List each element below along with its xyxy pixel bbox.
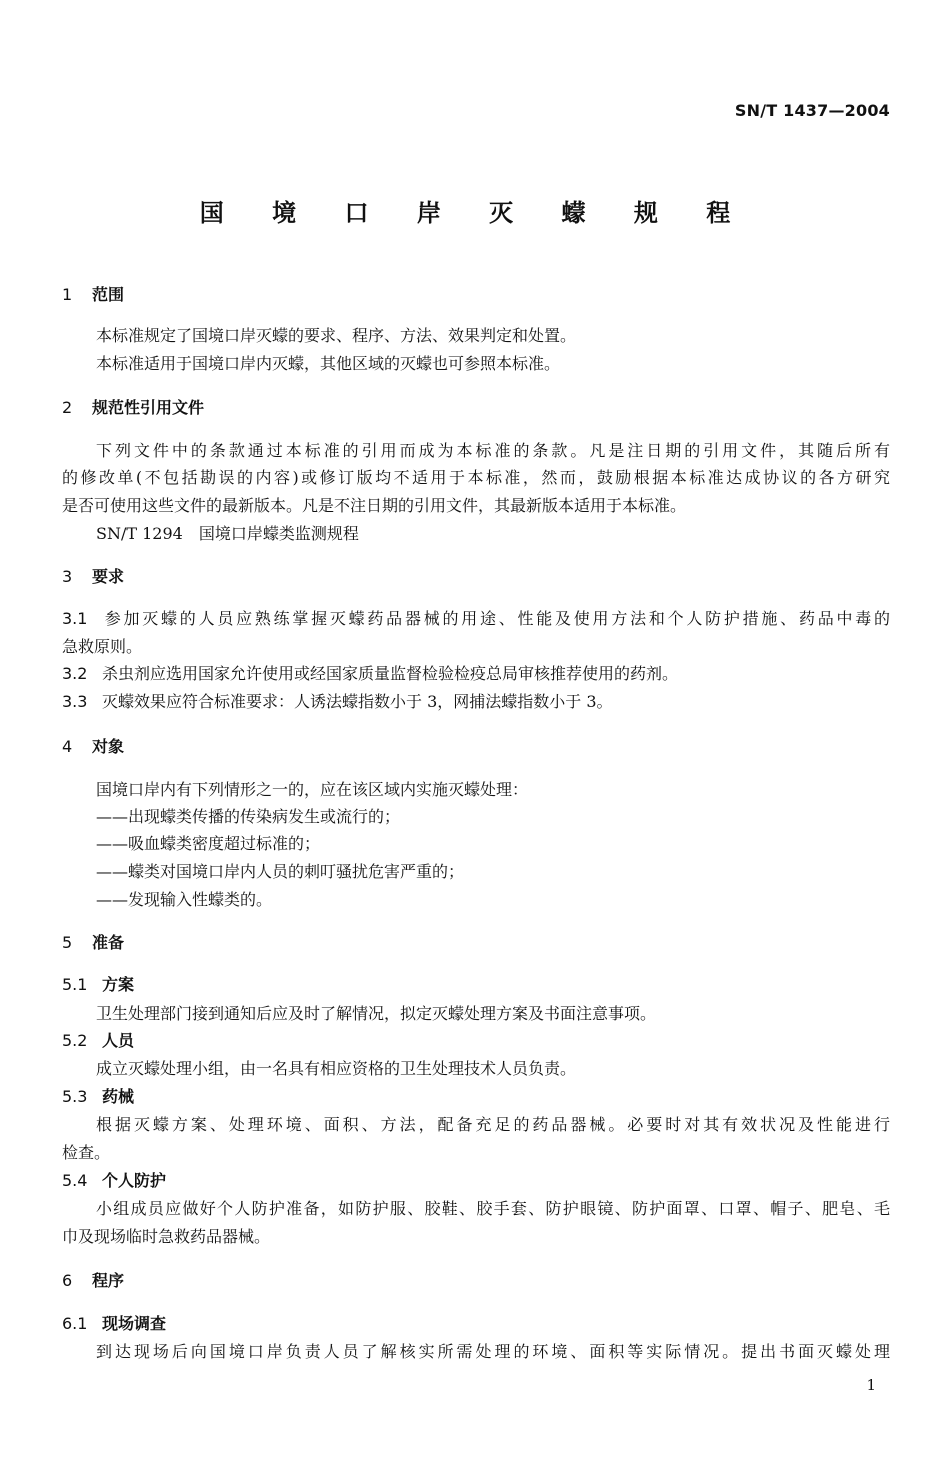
clause-5-2-text: 成立灭蠓处理小组，由一名具有相应资格的卫生处理技术人员负责。 [96,1059,577,1078]
clause-5-4-text-line-1: 小组成员应做好个人防护准备，如防护服、胶鞋、胶手套、防护眼镜、防护面罩、口罩、帽子、肥皂、毛 [96,1199,890,1218]
clause-5-4-heading: 5.4 个人防护 [62,1171,167,1190]
section-6-heading: 6 程序 [62,1271,125,1290]
clause-5-4-text-line-2: 巾及现场临时急救药品器械。 [62,1227,271,1246]
section-5-heading: 5 准备 [62,933,125,952]
section-4-intro: 国境口岸内有下列情形之一的，应在该区域内实施灭蠓处理： [96,780,529,799]
section-2-heading: 2 规范性引用文件 [62,398,205,417]
section-4-heading: 4 对象 [62,737,125,756]
document-title: 国 境 口 岸 灭 蠓 规 程 [199,199,751,227]
clause-3-1-line-1: 3.1 参加灭蠓的人员应熟练掌握灭蠓药品器械的用途、性能及使用方法和个人防护措施、药品中毒的 [62,609,890,628]
page-number: 1 [866,1376,876,1394]
clause-6-1-text-line-1: 到达现场后向国境口岸负责人员了解核实所需处理的环境、面积等实际情况。提出书面灭蠓处理 [96,1342,890,1361]
section-2-para-line-1: 下列文件中的条款通过本标准的引用而成为本标准的条款。凡是注日期的引用文件，其随后所有 [96,441,890,460]
normative-reference: SN/T 1294 国境口岸蠓类监测规程 [96,524,359,543]
clause-5-3-text-line-1: 根据灭蠓方案、处理环境、面积、方法，配备充足的药品器械。必要时对其有效状况及性能进行 [96,1115,890,1134]
section-2-para-line-3: 是否可使用这些文件的最新版本。凡是不注日期的引用文件，其最新版本适用于本标准。 [62,496,687,515]
section-2-para-line-2: 的修改单(不包括勘误的内容)或修订版均不适用于本标准，然而，鼓励根据本标准达成协议的各方研究 [62,468,890,487]
list-item: ——蠓类对国境口岸内人员的刺叮骚扰危害严重的； [96,862,465,881]
list-item: ——吸血蠓类密度超过标准的； [96,834,321,853]
standard-code: SN/T 1437—2004 [734,101,890,120]
clause-3-2: 3.2 杀虫剂应选用国家允许使用或经国家质量监督检验检疫总局审核推荐使用的药剂。 [62,664,679,683]
section-1-heading: 1 范围 [62,285,125,304]
clause-5-3-text-line-2: 检查。 [62,1143,111,1162]
clause-3-1-line-2: 急救原则。 [62,637,143,656]
clause-5-1-heading: 5.1 方案 [62,975,135,994]
clause-3-3: 3.3 灭蠓效果应符合标准要求：人诱法蠓指数小于 3，网捕法蠓指数小于 3。 [62,692,613,711]
clause-5-3-heading: 5.3 药械 [62,1087,135,1106]
list-item: ——出现蠓类传播的传染病发生或流行的； [96,807,401,826]
section-1-para-2: 本标准适用于国境口岸内灭蠓，其他区域的灭蠓也可参照本标准。 [96,354,561,373]
clause-5-1-text: 卫生处理部门接到通知后应及时了解情况，拟定灭蠓处理方案及书面注意事项。 [96,1004,657,1023]
section-3-heading: 3 要求 [62,567,125,586]
section-1-para-1: 本标准规定了国境口岸灭蠓的要求、程序、方法、效果判定和处置。 [96,326,577,345]
clause-5-2-heading: 5.2 人员 [62,1031,135,1050]
list-item: ——发现输入性蠓类的。 [96,890,273,909]
clause-6-1-heading: 6.1 现场调查 [62,1314,167,1333]
